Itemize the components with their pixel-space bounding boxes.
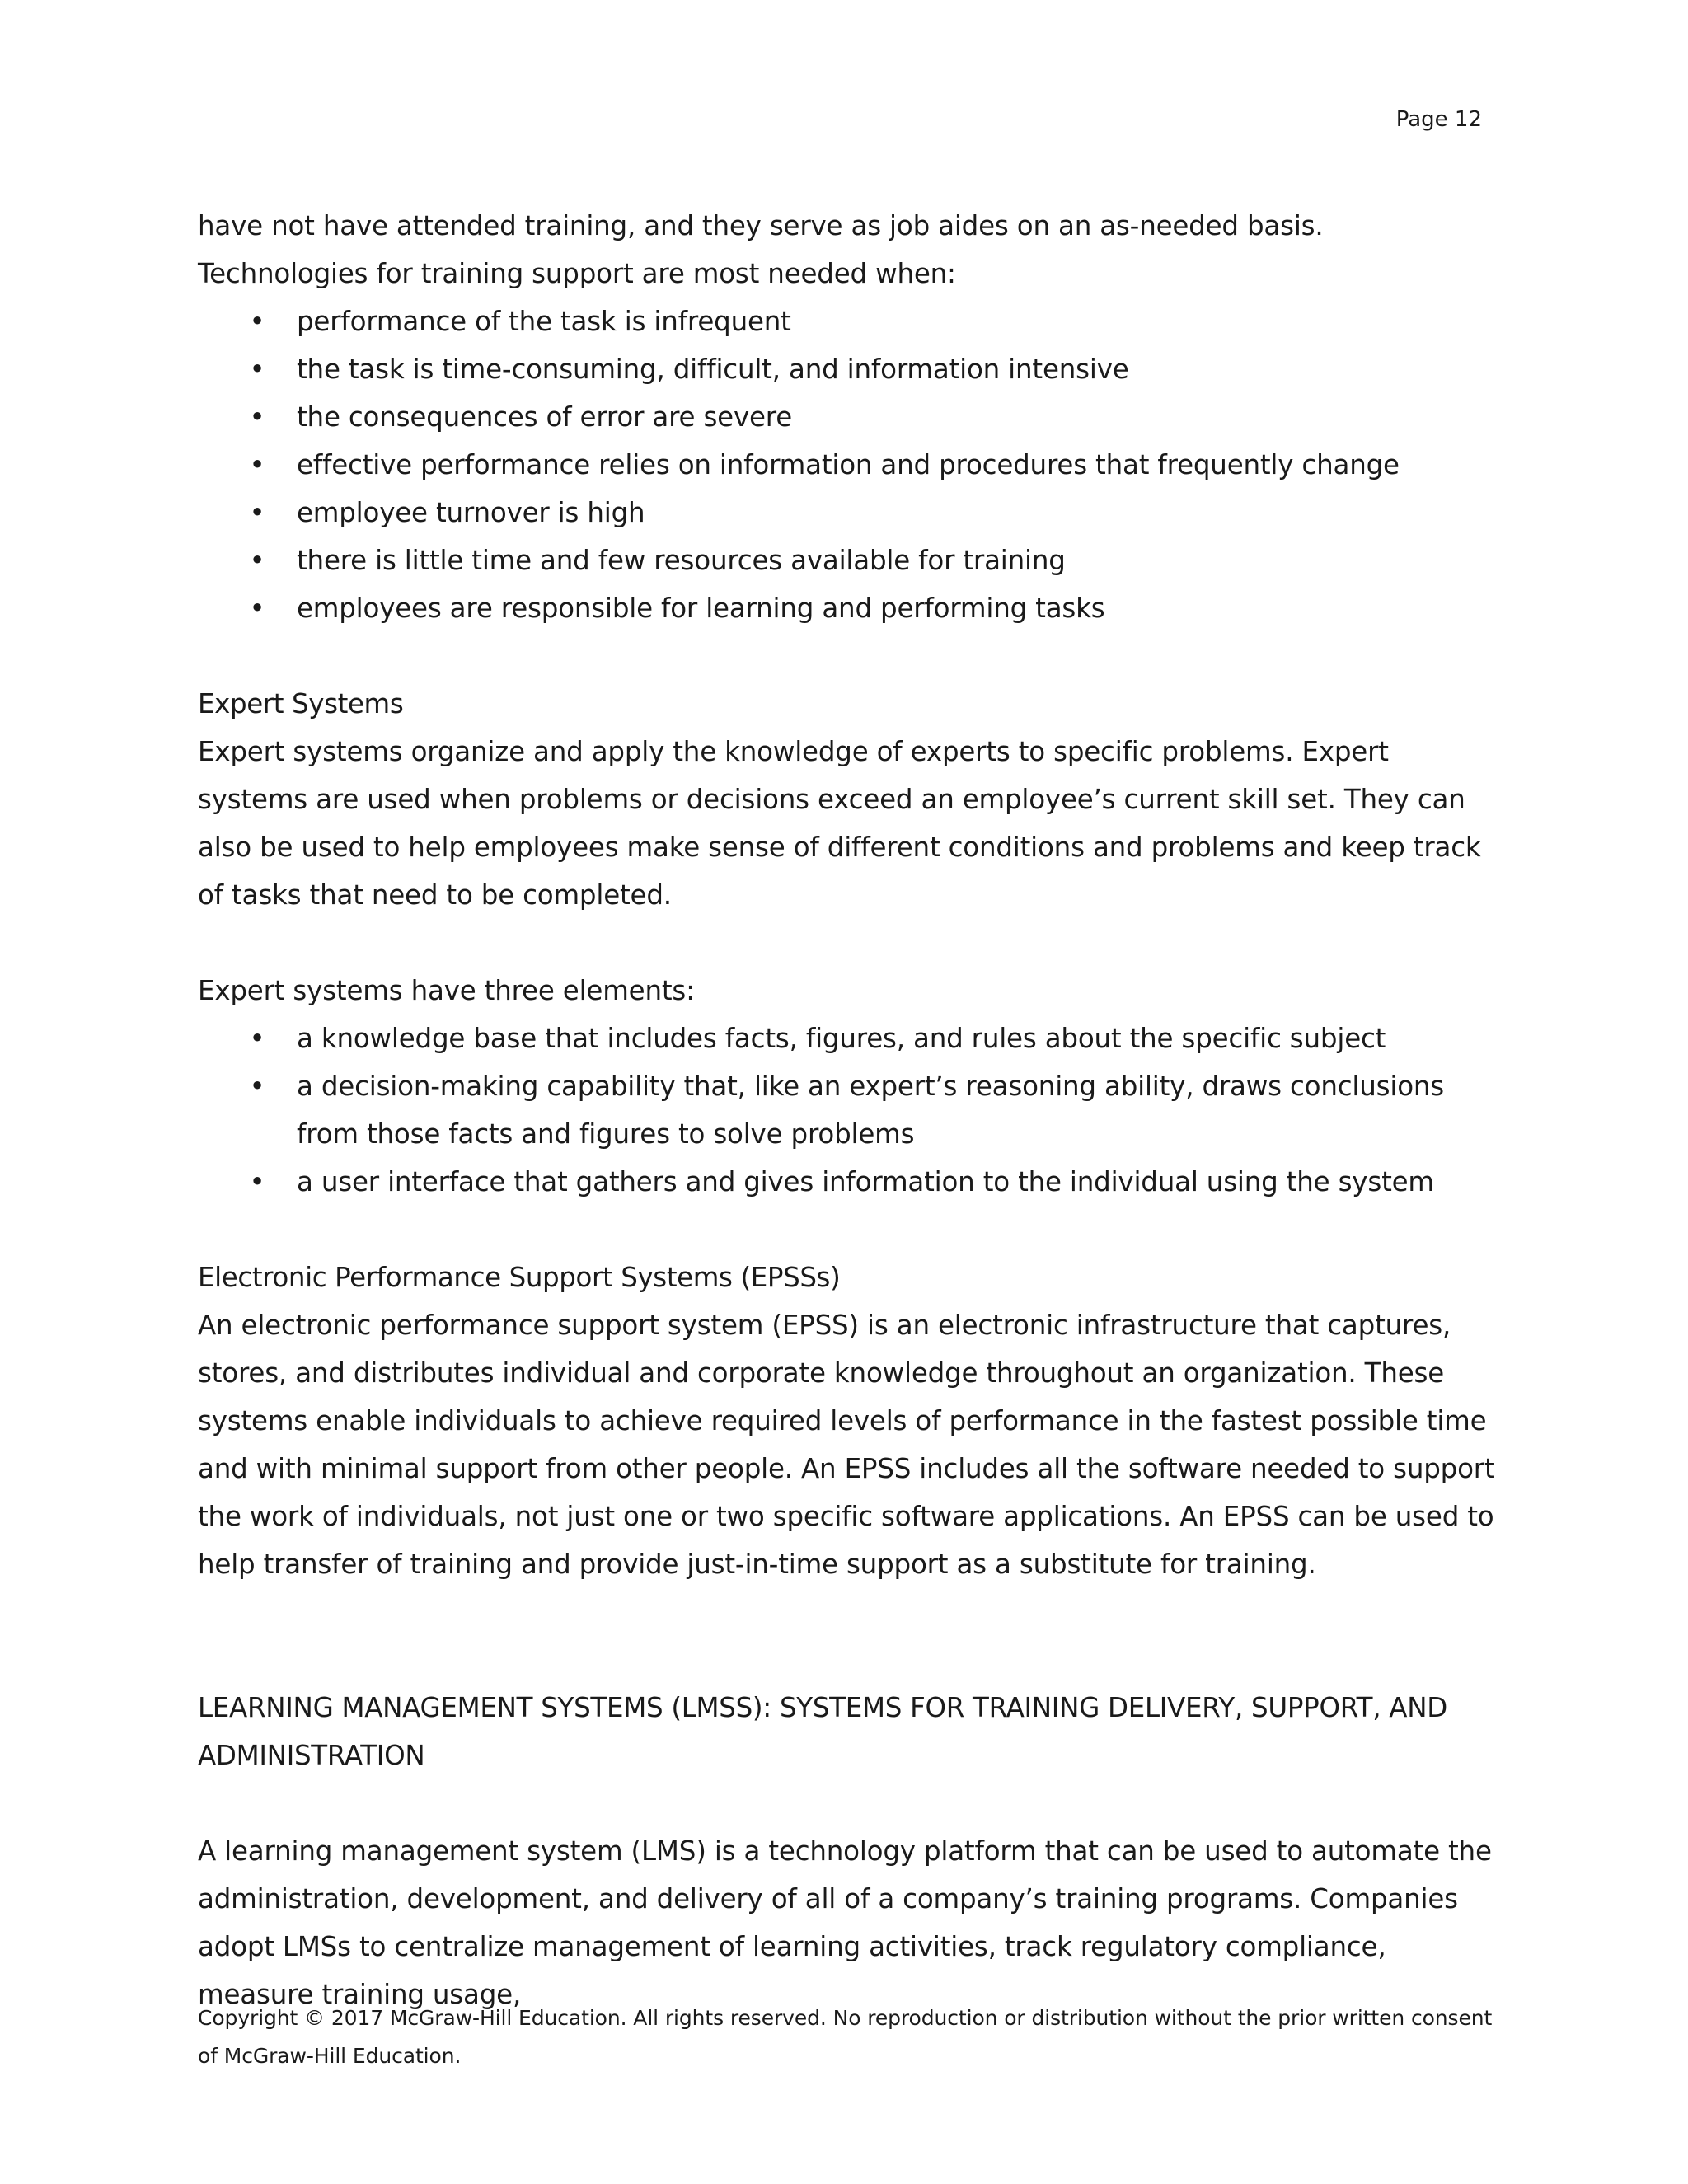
list-item: • the task is time-consuming, difficult, and information intensive	[198, 345, 1500, 393]
lms-paragraph: A learning management system (LMS) is a technology platform that can be used to automate the administration, development, and delivery of all of a company’s training programs. Companies adopt LMSs to centralize management of learning activities, track regulatory compliance, measure training usage,	[198, 1835, 1492, 2010]
expert-systems-elements-intro: Expert systems have three elements:	[198, 975, 695, 1006]
spacer	[198, 1588, 1500, 1684]
lms-section-heading: LEARNING MANAGEMENT SYSTEMS (LMSS): SYSTEMS FOR TRAINING DELIVERY, SUPPORT, AND ADMINISTRATION	[198, 1692, 1447, 1771]
page-number: Page 12	[1395, 107, 1482, 132]
spacer	[198, 919, 1500, 967]
spacer	[198, 1779, 1500, 1827]
list-item: • a knowledge base that includes facts, figures, and rules about the specific subject	[198, 1015, 1500, 1062]
epss-paragraph: An electronic performance support system (EPSS) is an electronic infrastructure that captures, stores, and distributes individual and corporate knowledge throughout an organization. These systems enable individuals to achieve required levels of performance in the fastest possible time and with minimal support from other people. An EPSS includes all the software needed to support the work of individuals, not just one or two specific software applications. An EPSS can be used to help transfer of training and provide just-in-time support as a substitute for training.	[198, 1310, 1495, 1580]
bullet-icon: •	[249, 1023, 265, 1054]
bullet-icon: •	[249, 1071, 265, 1102]
list-item: • there is little time and few resources available for training	[198, 537, 1500, 584]
list-item: • the consequences of error are severe	[198, 393, 1500, 441]
list-item: • employee turnover is high	[198, 489, 1500, 537]
bullet-icon: •	[249, 449, 265, 480]
bullet-icon: •	[249, 401, 265, 433]
list-item: • a decision-making capability that, like an expert’s reasoning ability, draws conclusions from those facts and figures to solve problems	[198, 1062, 1500, 1158]
copyright-footer: Copyright © 2017 McGraw-Hill Education. All rights reserved. No reproduction or distribution without the prior written consent of McGraw-Hill Education.	[198, 2006, 1493, 2068]
spacer	[198, 1206, 1500, 1254]
document-body	[198, 202, 1500, 2018]
epss-heading: Electronic Performance Support Systems (EPSSs)	[198, 1262, 841, 1293]
bullet-icon: •	[249, 593, 265, 624]
bullet-icon: •	[249, 545, 265, 576]
bullet-icon: •	[249, 354, 265, 385]
expert-systems-heading: Expert Systems	[198, 688, 404, 719]
intro-paragraph: have not have attended training, and they serve as job aides on an as-needed basis. Technologies for training support are most needed when:	[198, 210, 1324, 289]
expert-systems-elements-list	[198, 1015, 1500, 1206]
spacer	[198, 632, 1500, 680]
expert-systems-paragraph: Expert systems organize and apply the knowledge of experts to specific problems. Expert systems are used when problems or decisions exceed an employee’s current skill set. They can also be used to help employees make sense of different conditions and problems and keep track of tasks that need to be completed.	[198, 736, 1481, 911]
list-item: • effective performance relies on information and procedures that frequently change	[198, 441, 1500, 489]
list-item: • performance of the task is infrequent	[198, 298, 1500, 345]
bullet-icon: •	[249, 497, 265, 528]
bullet-icon: •	[249, 306, 265, 337]
bullet-icon: •	[249, 1166, 265, 1197]
training-support-conditions-list	[198, 298, 1500, 632]
list-item: • a user interface that gathers and gives information to the individual using the system	[198, 1158, 1500, 1206]
list-item: • employees are responsible for learning and performing tasks	[198, 584, 1500, 632]
